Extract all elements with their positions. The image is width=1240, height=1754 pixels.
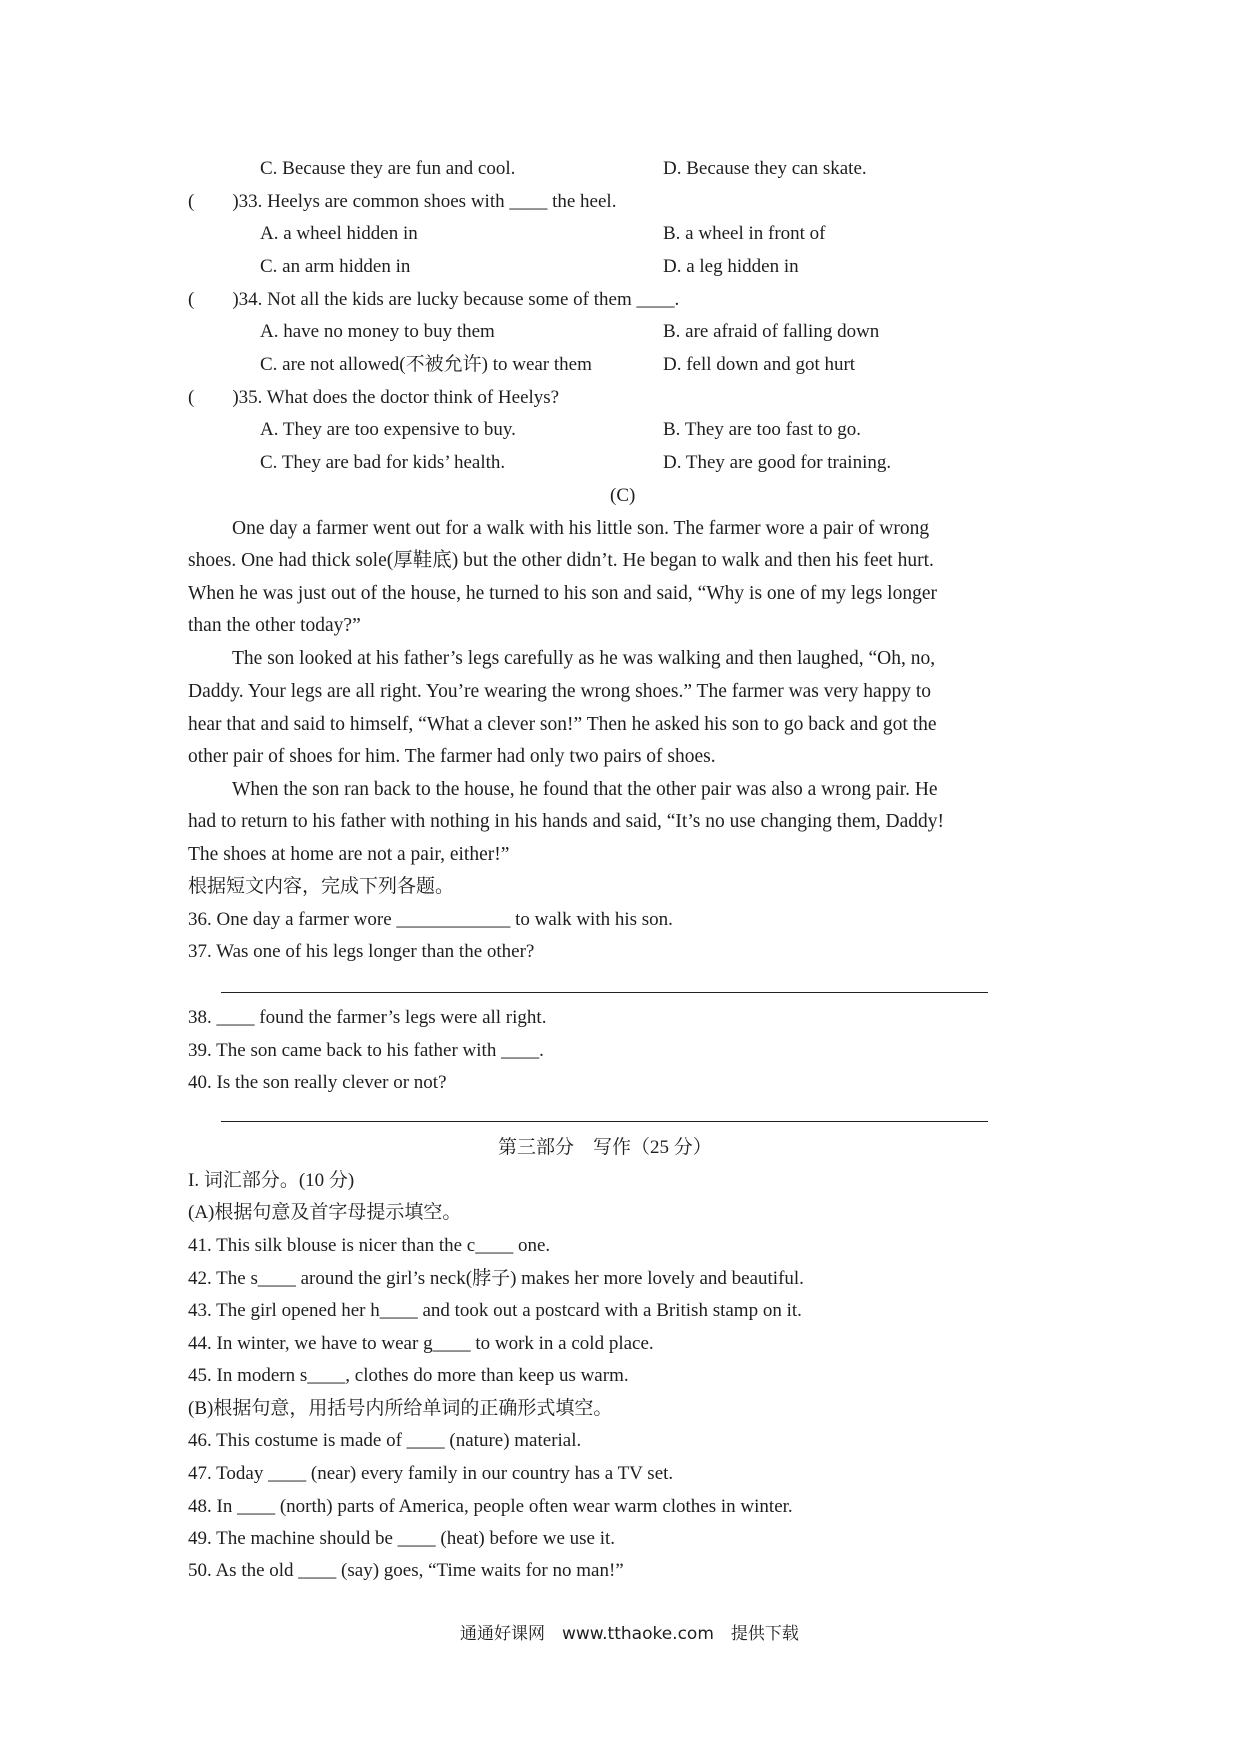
- sub-b-instruction: (B)根据句意，用括号内所给单词的正确形式填空。: [188, 1398, 613, 1419]
- tasks-instruction: 根据短文内容，完成下列各题。: [188, 876, 455, 897]
- q34-option-c: C. are not allowed(不被允许) to wear them: [260, 354, 592, 375]
- question-40: 40. Is the son really clever or not?: [188, 1072, 447, 1093]
- passage-line: than the other today?”: [188, 615, 361, 636]
- q35-option-b: B. They are too fast to go.: [663, 419, 862, 440]
- passage-line: other pair of shoes for him. The farmer had only two pairs of shoes.: [188, 746, 716, 767]
- q34-option-b: B. are afraid of falling down: [663, 321, 880, 342]
- question-50: 50. As the old ____ (say) goes, “Time waits for no man!”: [188, 1560, 624, 1581]
- question-39: 39. The son came back to his father with ____.: [188, 1040, 544, 1061]
- question-38: 38. ____ found the farmer’s legs were all right.: [188, 1007, 547, 1028]
- q33-option-c: C. an arm hidden in: [260, 256, 411, 277]
- question-49: 49. The machine should be ____ (heat) before we use it.: [188, 1528, 616, 1549]
- question-45: 45. In modern s____, clothes do more than keep us warm.: [188, 1365, 629, 1386]
- question-48: 48. In ____ (north) parts of America, people often wear warm clothes in winter.: [188, 1496, 793, 1517]
- sub-a-instruction: (A)根据句意及首字母提示填空。: [188, 1202, 462, 1223]
- question-47: 47. Today ____ (near) every family in our country has a TV set.: [188, 1463, 674, 1484]
- part3-title: 第三部分 写作（25 分）: [498, 1137, 712, 1158]
- passage-line: Daddy. Your legs are all right. You’re wearing the wrong shoes.” The farmer was very happy to: [188, 681, 931, 702]
- passage-line: The son looked at his father’s legs carefully as he was walking and then laughed, “Oh, no,: [232, 648, 936, 669]
- question-46: 46. This costume is made of ____ (nature) material.: [188, 1430, 582, 1451]
- q35-option-d: D. They are good for training.: [663, 452, 892, 473]
- q34-stem: ( )34. Not all the kids are lucky because some of them ____.: [188, 289, 680, 310]
- question-43: 43. The girl opened her h____ and took out a postcard with a British stamp on it.: [188, 1300, 802, 1321]
- q32-option-d: D. Because they can skate.: [663, 158, 867, 179]
- q33-option-d: D. a leg hidden in: [663, 256, 799, 277]
- q33-option-a: A. a wheel hidden in: [260, 223, 418, 244]
- question-36: 36. One day a farmer wore ____________ to walk with his son.: [188, 909, 673, 930]
- passage-line: When the son ran back to the house, he found that the other pair was also a wrong pair. He: [232, 779, 938, 800]
- question-42: 42. The s____ around the girl’s neck(脖子) makes her more lovely and beautiful.: [188, 1268, 804, 1289]
- q35-option-a: A. They are too expensive to buy.: [260, 419, 516, 440]
- section-i-heading: I. 词汇部分。(10 分): [188, 1170, 355, 1191]
- question-44: 44. In winter, we have to wear g____ to work in a cold place.: [188, 1333, 654, 1354]
- q33-stem: ( )33. Heelys are common shoes with ____ the heel.: [188, 191, 617, 212]
- q33-option-b: B. a wheel in front of: [663, 223, 826, 244]
- answer-line-37: [221, 992, 988, 993]
- passage-heading: (C): [610, 485, 636, 506]
- passage-line: When he was just out of the house, he turned to his son and said, “Why is one of my legs longer: [188, 583, 937, 604]
- passage-line: hear that and said to himself, “What a clever son!” Then he asked his son to go back and got the: [188, 714, 937, 735]
- passage-line: The shoes at home are not a pair, either!”: [188, 844, 510, 865]
- question-37: 37. Was one of his legs longer than the other?: [188, 941, 535, 962]
- answer-line-40: [221, 1121, 988, 1122]
- q32-option-c: C. Because they are fun and cool.: [260, 158, 516, 179]
- q34-option-d: D. fell down and got hurt: [663, 354, 856, 375]
- question-41: 41. This silk blouse is nicer than the c____ one.: [188, 1235, 551, 1256]
- passage-line: One day a farmer went out for a walk with his little son. The farmer wore a pair of wrong: [232, 518, 930, 539]
- passage-line: shoes. One had thick sole(厚鞋底) but the other didn’t. He began to walk and then his feet hurt.: [188, 550, 934, 571]
- passage-line: had to return to his father with nothing in his hands and said, “It’s no use changing them, Daddy!: [188, 811, 945, 832]
- q35-option-c: C. They are bad for kids’ health.: [260, 452, 506, 473]
- q35-stem: ( )35. What does the doctor think of Heelys?: [188, 387, 560, 408]
- page-footer: 通通好课网 www.tthaoke.com 提供下载: [460, 1624, 799, 1644]
- q34-option-a: A. have no money to buy them: [260, 321, 495, 342]
